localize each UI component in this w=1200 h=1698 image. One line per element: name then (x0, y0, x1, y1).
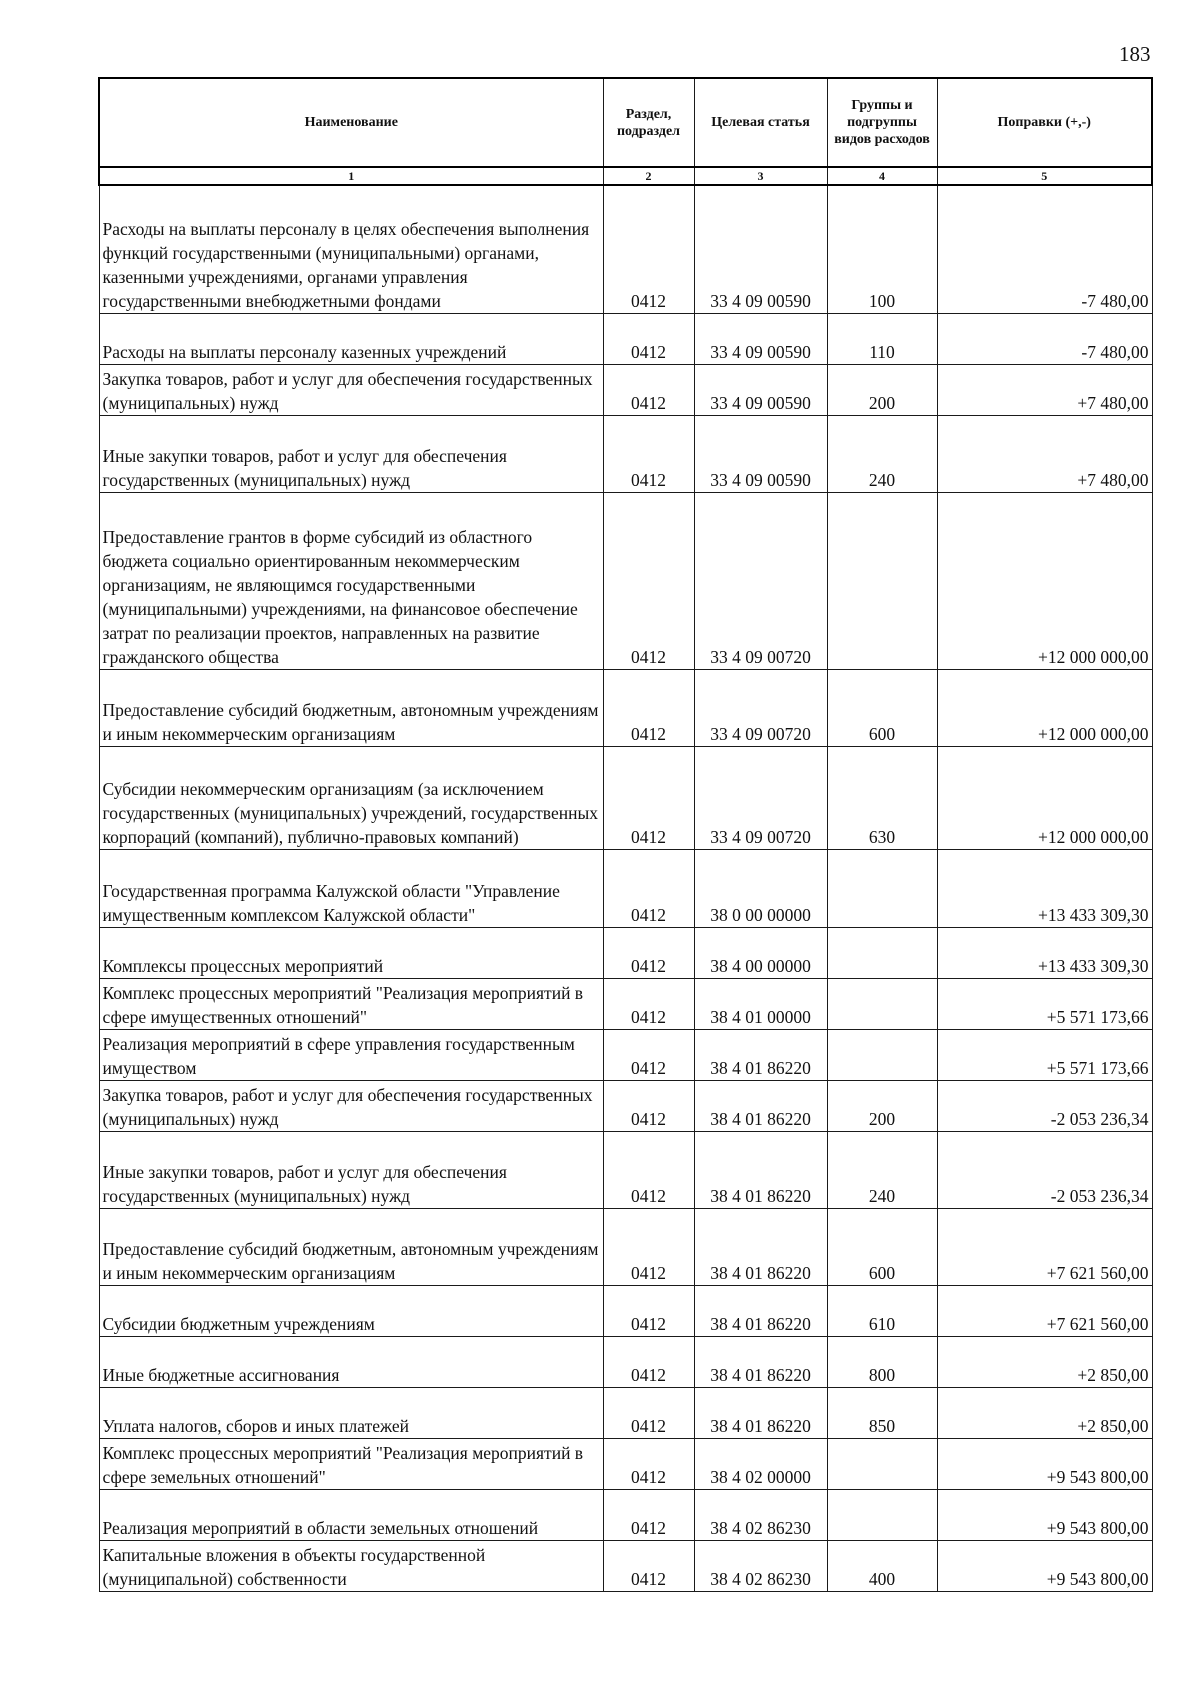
row-section: 0412 (603, 185, 694, 313)
row-amount: -7 480,00 (937, 313, 1152, 364)
row-section: 0412 (603, 364, 694, 415)
row-amount: +7 480,00 (937, 364, 1152, 415)
row-target: 38 4 01 86220 (694, 1336, 827, 1387)
row-group: 200 (827, 1080, 937, 1131)
row-amount: +7 480,00 (937, 415, 1152, 492)
table-body (99, 185, 1152, 1591)
table-row (99, 1208, 1152, 1285)
row-section: 0412 (603, 1285, 694, 1336)
row-name: Комплексы процессных мероприятий (99, 927, 603, 978)
row-section: 0412 (603, 1080, 694, 1131)
row-group (827, 978, 937, 1029)
row-section: 0412 (603, 1208, 694, 1285)
row-amount: +7 621 560,00 (937, 1208, 1152, 1285)
row-section: 0412 (603, 415, 694, 492)
row-target: 38 4 01 86220 (694, 1029, 827, 1080)
row-amount: +13 433 309,30 (937, 927, 1152, 978)
row-group: 800 (827, 1336, 937, 1387)
row-target: 33 4 09 00590 (694, 185, 827, 313)
row-group: 610 (827, 1285, 937, 1336)
row-name: Расходы на выплаты персоналу в целях обеспечения выполнения функций государственными (муниципальными) органами, казенными учреждениями, органами управления государственными внебюджетными фондами (99, 185, 603, 313)
row-group (827, 492, 937, 669)
row-group (827, 1438, 937, 1489)
row-section: 0412 (603, 1438, 694, 1489)
table-row (99, 492, 1152, 669)
row-amount: +12 000 000,00 (937, 669, 1152, 746)
row-name: Иные бюджетные ассигнования (99, 1336, 603, 1387)
column-number: 5 (937, 167, 1152, 185)
row-section: 0412 (603, 492, 694, 669)
row-group: 850 (827, 1387, 937, 1438)
row-amount: +9 543 800,00 (937, 1489, 1152, 1540)
row-group: 110 (827, 313, 937, 364)
budget-table (98, 77, 1153, 1592)
row-amount: +5 571 173,66 (937, 1029, 1152, 1080)
table-row (99, 185, 1152, 313)
table-row (99, 1387, 1152, 1438)
column-number: 1 (99, 167, 603, 185)
table-row (99, 364, 1152, 415)
row-target: 38 4 01 86220 (694, 1080, 827, 1131)
row-name: Реализация мероприятий в сфере управления государственным имуществом (99, 1029, 603, 1080)
row-name: Субсидии бюджетным учреждениям (99, 1285, 603, 1336)
row-amount: +12 000 000,00 (937, 492, 1152, 669)
row-amount: -2 053 236,34 (937, 1131, 1152, 1208)
header-name: Наименование (99, 78, 603, 167)
row-name: Иные закупки товаров, работ и услуг для обеспечения государственных (муниципальных) нужд (99, 415, 603, 492)
row-group: 200 (827, 364, 937, 415)
row-name: Уплата налогов, сборов и иных платежей (99, 1387, 603, 1438)
row-target: 38 4 01 86220 (694, 1131, 827, 1208)
row-group: 100 (827, 185, 937, 313)
row-section: 0412 (603, 1540, 694, 1591)
row-section: 0412 (603, 927, 694, 978)
row-section: 0412 (603, 849, 694, 927)
row-section: 0412 (603, 669, 694, 746)
row-target: 33 4 09 00590 (694, 364, 827, 415)
table-row (99, 1131, 1152, 1208)
table-row (99, 1336, 1152, 1387)
header-group: Группы и подгруппы видов расходов (827, 78, 937, 167)
row-target: 38 4 02 86230 (694, 1540, 827, 1591)
row-target: 33 4 09 00590 (694, 415, 827, 492)
table-row (99, 313, 1152, 364)
row-target: 38 4 01 86220 (694, 1285, 827, 1336)
row-amount: +9 543 800,00 (937, 1438, 1152, 1489)
table-row (99, 1029, 1152, 1080)
row-group: 400 (827, 1540, 937, 1591)
row-section: 0412 (603, 1131, 694, 1208)
row-name: Капитальные вложения в объекты государственной (муниципальной) собственности (99, 1540, 603, 1591)
row-target: 38 4 02 86230 (694, 1489, 827, 1540)
column-number: 4 (827, 167, 937, 185)
row-name: Комплекс процессных мероприятий "Реализация мероприятий в сфере имущественных отношений" (99, 978, 603, 1029)
table-row (99, 1540, 1152, 1591)
table-row (99, 978, 1152, 1029)
row-amount: -7 480,00 (937, 185, 1152, 313)
row-name: Предоставление субсидий бюджетным, автономным учреждениям и иным некоммерческим организациям (99, 669, 603, 746)
row-target: 38 4 01 86220 (694, 1387, 827, 1438)
row-section: 0412 (603, 1387, 694, 1438)
row-name: Комплекс процессных мероприятий "Реализация мероприятий в сфере земельных отношений" (99, 1438, 603, 1489)
table-header (99, 78, 1152, 185)
row-group (827, 849, 937, 927)
row-name: Субсидии некоммерческим организациям (за исключением государственных (муниципальных) учреждений, государственных корпораций (компаний), публично-правовых компаний) (99, 746, 603, 849)
table-row (99, 927, 1152, 978)
table-row (99, 746, 1152, 849)
row-amount: +5 571 173,66 (937, 978, 1152, 1029)
table-row (99, 1489, 1152, 1540)
column-number: 2 (603, 167, 694, 185)
row-amount: -2 053 236,34 (937, 1080, 1152, 1131)
row-section: 0412 (603, 1029, 694, 1080)
header-amount: Поправки (+,-) (937, 78, 1152, 167)
row-group (827, 927, 937, 978)
row-name: Реализация мероприятий в области земельных отношений (99, 1489, 603, 1540)
table-row (99, 849, 1152, 927)
row-name: Предоставление субсидий бюджетным, автономным учреждениям и иным некоммерческим организациям (99, 1208, 603, 1285)
row-amount: +2 850,00 (937, 1387, 1152, 1438)
table-row (99, 669, 1152, 746)
row-name: Закупка товаров, работ и услуг для обеспечения государственных (муниципальных) нужд (99, 1080, 603, 1131)
row-group: 630 (827, 746, 937, 849)
row-target: 38 0 00 00000 (694, 849, 827, 927)
row-name: Закупка товаров, работ и услуг для обеспечения государственных (муниципальных) нужд (99, 364, 603, 415)
row-amount: +13 433 309,30 (937, 849, 1152, 927)
row-target: 38 4 01 00000 (694, 978, 827, 1029)
row-section: 0412 (603, 746, 694, 849)
row-amount: +12 000 000,00 (937, 746, 1152, 849)
row-group (827, 1489, 937, 1540)
row-target: 38 4 02 00000 (694, 1438, 827, 1489)
row-section: 0412 (603, 313, 694, 364)
table-row (99, 415, 1152, 492)
header-target: Целевая статья (694, 78, 827, 167)
table-row (99, 1285, 1152, 1336)
row-target: 33 4 09 00590 (694, 313, 827, 364)
row-name: Предоставление грантов в форме субсидий из областного бюджета социально ориентированным некоммерческим организациям, не являющимся государственными (муниципальными) учреждениями, на финансовое обеспечение затрат по реализации проектов, направленных на развитие гражданского общества (99, 492, 603, 669)
row-section: 0412 (603, 1336, 694, 1387)
table-row (99, 1080, 1152, 1131)
row-section: 0412 (603, 978, 694, 1029)
row-group: 600 (827, 1208, 937, 1285)
row-target: 38 4 00 00000 (694, 927, 827, 978)
row-section: 0412 (603, 1489, 694, 1540)
row-target: 33 4 09 00720 (694, 669, 827, 746)
row-name: Иные закупки товаров, работ и услуг для обеспечения государственных (муниципальных) нужд (99, 1131, 603, 1208)
row-group: 600 (827, 669, 937, 746)
header-section: Раздел, подраздел (603, 78, 694, 167)
row-target: 33 4 09 00720 (694, 746, 827, 849)
row-group: 240 (827, 1131, 937, 1208)
row-amount: +9 543 800,00 (937, 1540, 1152, 1591)
row-target: 38 4 01 86220 (694, 1208, 827, 1285)
column-number: 3 (694, 167, 827, 185)
row-amount: +7 621 560,00 (937, 1285, 1152, 1336)
row-name: Государственная программа Калужской области "Управление имущественным комплексом Калужской области" (99, 849, 603, 927)
row-group (827, 1029, 937, 1080)
table-row (99, 1438, 1152, 1489)
row-target: 33 4 09 00720 (694, 492, 827, 669)
row-name: Расходы на выплаты персоналу казенных учреждений (99, 313, 603, 364)
row-amount: +2 850,00 (937, 1336, 1152, 1387)
row-group: 240 (827, 415, 937, 492)
page-number: 183 (1119, 42, 1151, 66)
